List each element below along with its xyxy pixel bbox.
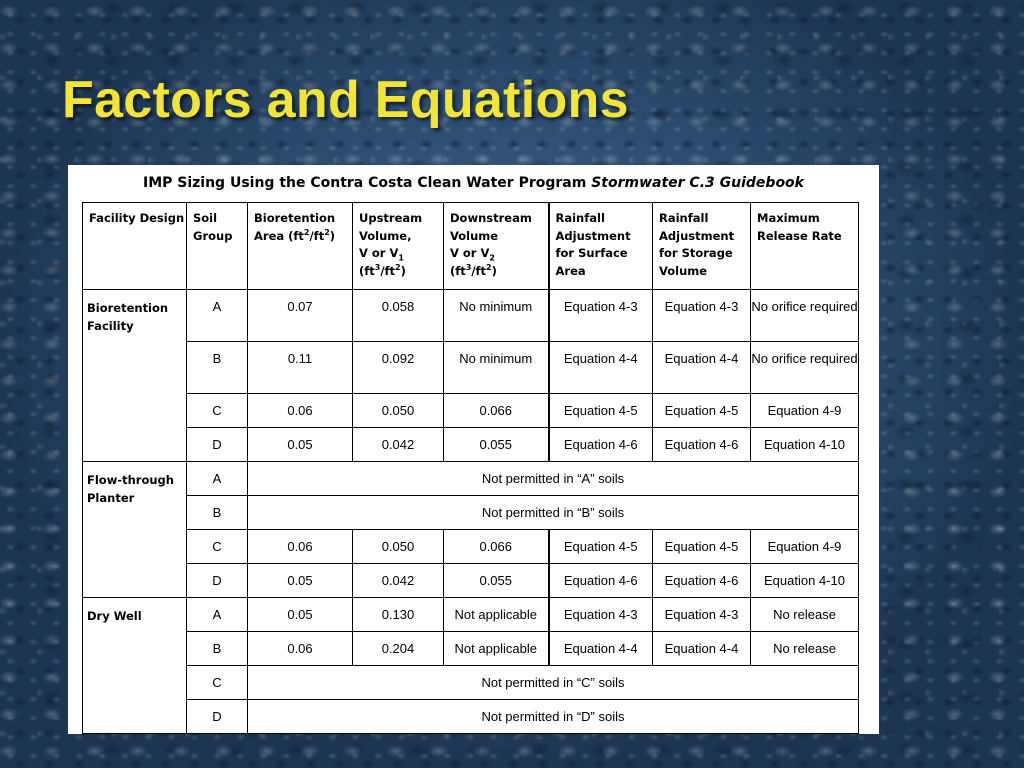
rain-surface-cell: Equation 4-5 <box>549 394 653 428</box>
rain-surface-cell: Equation 4-4 <box>549 632 653 666</box>
downstream-cell: No minimum <box>444 290 549 342</box>
upstream-cell: 0.058 <box>353 290 444 342</box>
soil-cell: A <box>187 290 248 342</box>
table-row <box>83 290 859 342</box>
area-cell: 0.07 <box>248 290 353 342</box>
rain-storage-cell: Equation 4-4 <box>653 632 751 666</box>
downstream-cell: 0.066 <box>444 394 549 428</box>
table-row <box>83 564 859 598</box>
upstream-cell: 0.050 <box>353 394 444 428</box>
release-cell: Equation 4-9 <box>751 530 859 564</box>
header-max-release: Maximum Release Rate <box>751 203 859 290</box>
soil-cell: D <box>187 428 248 462</box>
release-cell: Equation 4-10 <box>751 428 859 462</box>
upstream-cell: 0.050 <box>353 530 444 564</box>
table-row <box>83 700 859 734</box>
table-row <box>83 428 859 462</box>
header-upstream-volume: Upstream Volume, V or $V_1$ $(ft^3/ft^2)$ <box>353 203 444 290</box>
soil-cell: D <box>187 700 248 734</box>
header-downstream-volume: Downstream Volume V or $V_2$ $(ft^3/ft^2)$ <box>444 203 549 290</box>
upstream-cell: 0.042 <box>353 428 444 462</box>
upstream-cell: 0.092 <box>353 342 444 394</box>
soil-cell: B <box>187 342 248 394</box>
rain-surface-cell: Equation 4-6 <box>549 428 653 462</box>
area-cell: 0.06 <box>248 394 353 428</box>
upstream-cell: 0.042 <box>353 564 444 598</box>
header-soil-group: Soil Group <box>187 203 248 290</box>
rain-storage-cell: Equation 4-3 <box>653 290 751 342</box>
downstream-cell: 0.066 <box>444 530 549 564</box>
facility-flow-through-planter: Flow-through Planter <box>83 462 187 598</box>
area-cell: 0.06 <box>248 530 353 564</box>
soil-cell: B <box>187 632 248 666</box>
facility-bioretention: Bioretention Facility <box>83 290 187 462</box>
table-row <box>83 530 859 564</box>
header-bioretention-area: Bioretention Area $(ft^2/ft^2)$ <box>248 203 353 290</box>
area-cell: 0.05 <box>248 564 353 598</box>
release-cell: Equation 4-9 <box>751 394 859 428</box>
header-facility-design: Facility Design <box>83 203 187 290</box>
header-rainfall-storage: Rainfall Adjustment for Storage Volume <box>653 203 751 290</box>
downstream-cell: Not applicable <box>444 632 549 666</box>
release-cell: No release <box>751 598 859 632</box>
rain-surface-cell: Equation 4-6 <box>549 564 653 598</box>
not-permitted-note: Not permitted in “B” soils <box>248 496 859 530</box>
header-row <box>83 203 859 290</box>
area-cell: 0.05 <box>248 428 353 462</box>
facility-dry-well: Dry Well <box>83 598 187 734</box>
release-cell: Equation 4-10 <box>751 564 859 598</box>
area-cell: 0.05 <box>248 598 353 632</box>
soil-cell: C <box>187 530 248 564</box>
soil-cell: D <box>187 564 248 598</box>
soil-cell: B <box>187 496 248 530</box>
header-rainfall-surface: Rainfall Adjustment for Surface Area <box>549 203 653 290</box>
slide-title: Factors and Equations <box>62 71 629 129</box>
area-cell: 0.06 <box>248 632 353 666</box>
rain-storage-cell: Equation 4-4 <box>653 342 751 394</box>
caption-italic: Stormwater C.3 Guidebook <box>591 175 804 191</box>
table-row <box>83 342 859 394</box>
table-panel <box>68 165 879 734</box>
table-row <box>83 462 859 496</box>
rain-storage-cell: Equation 4-6 <box>653 428 751 462</box>
upstream-cell: 0.130 <box>353 598 444 632</box>
area-cell: 0.11 <box>248 342 353 394</box>
downstream-cell: No minimum <box>444 342 549 394</box>
soil-cell: A <box>187 598 248 632</box>
upstream-cell: 0.204 <box>353 632 444 666</box>
downstream-cell: 0.055 <box>444 428 549 462</box>
rain-surface-cell: Equation 4-5 <box>549 530 653 564</box>
release-cell: No orifice required <box>751 342 859 394</box>
soil-cell: A <box>187 462 248 496</box>
not-permitted-note: Not permitted in “C” soils <box>248 666 859 700</box>
soil-cell: C <box>187 666 248 700</box>
not-permitted-note: Not permitted in “D” soils <box>248 700 859 734</box>
rain-storage-cell: Equation 4-5 <box>653 530 751 564</box>
table-row <box>83 394 859 428</box>
table-caption <box>68 175 879 191</box>
rain-surface-cell: Equation 4-3 <box>549 290 653 342</box>
table-row <box>83 666 859 700</box>
table-row <box>83 598 859 632</box>
sizing-table <box>82 202 859 734</box>
rain-storage-cell: Equation 4-3 <box>653 598 751 632</box>
rain-storage-cell: Equation 4-5 <box>653 394 751 428</box>
table-row <box>83 496 859 530</box>
table-row <box>83 632 859 666</box>
downstream-cell: Not applicable <box>444 598 549 632</box>
rain-surface-cell: Equation 4-4 <box>549 342 653 394</box>
not-permitted-note: Not permitted in “A” soils <box>248 462 859 496</box>
caption-main: IMP Sizing Using the Contra Costa Clean Water Program <box>142 175 592 191</box>
rain-storage-cell: Equation 4-6 <box>653 564 751 598</box>
release-cell: No orifice required <box>751 290 859 342</box>
release-cell: No release <box>751 632 859 666</box>
downstream-cell: 0.055 <box>444 564 549 598</box>
rain-surface-cell: Equation 4-3 <box>549 598 653 632</box>
soil-cell: C <box>187 394 248 428</box>
